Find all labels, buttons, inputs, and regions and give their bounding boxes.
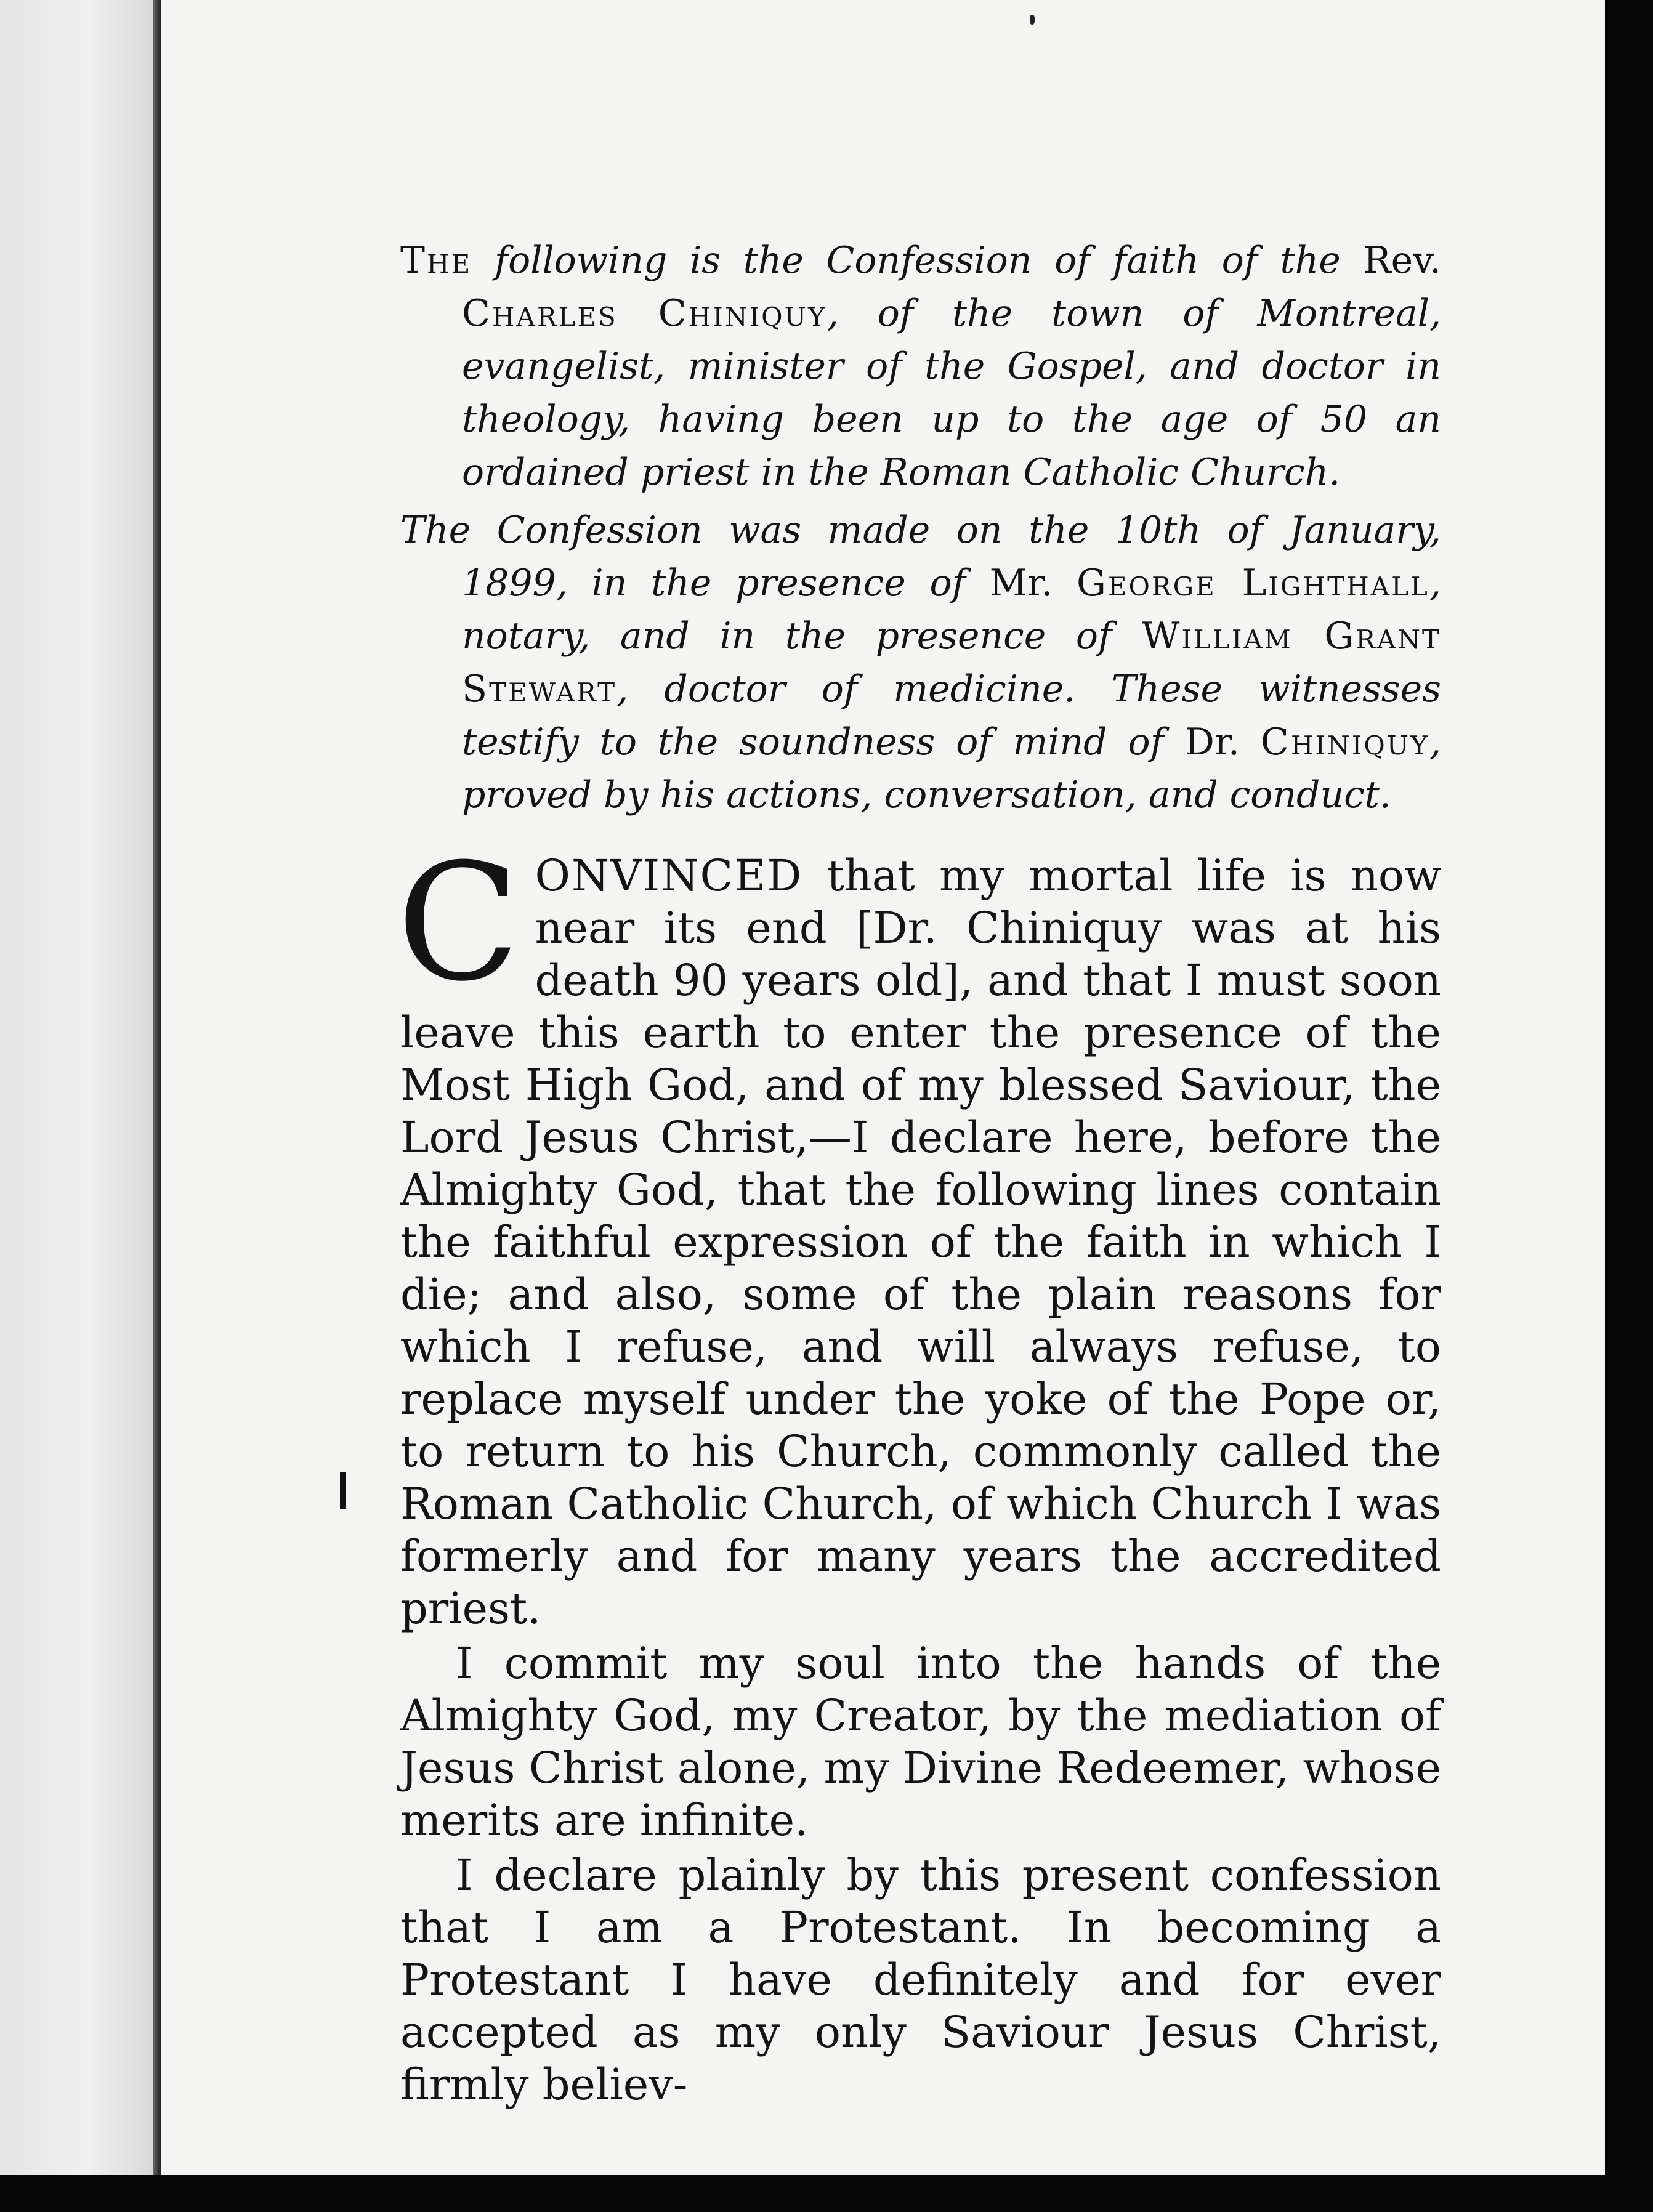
intro-lead-word: The — [400, 239, 472, 282]
drop-cap: C — [397, 829, 520, 1017]
intro-text: , of the town of Montreal, evangelist, minister of the Gospel, and doctor in theology, having been up to the age of 50 an ordained priest in the Roman Catholic Church. — [462, 292, 1441, 494]
intro-text: following is the Confession of faith of the — [494, 239, 1341, 282]
body-text: that my mortal life is now near its end [Dr. Chiniquy was at his death 90 years old], and that I must soon leave this earth to enter the presence of the Most High God, and of my blessed Saviour, the Lord Jesus Christ,—I declare here, before the Almighty God, that the following lines contain the faithful expression of the faith in which I die; and also, some of the plain reasons for which I refuse, and will always refuse, to replace myself under the yoke of the Pope or, to return to his Church, commonly called the Roman Catholic Church, of which Church I was formerly and for many years the accredited priest. — [400, 850, 1441, 1634]
person-name: William Grant Stewart — [462, 615, 1441, 711]
intro-paragraph-2 — [400, 504, 1441, 821]
title-mr: Mr. — [989, 562, 1053, 605]
confession-body — [397, 829, 1441, 2111]
book-gutter — [153, 0, 161, 2175]
body-paragraph-1 — [397, 829, 1441, 1635]
intro-paragraph-1 — [400, 234, 1441, 499]
intro-statement — [400, 234, 1441, 821]
ink-speck — [1030, 15, 1035, 25]
intro-text: , notary, and in the presence of — [462, 562, 1441, 658]
title-dr: Dr. — [1184, 721, 1240, 764]
page-text — [397, 234, 1442, 2111]
person-name: George Lighthall — [1076, 562, 1429, 605]
intro-text: The Confession was made on the 10th of January, 1899, in the presence of — [400, 509, 1441, 605]
intro-text: , proved by his actions, conversation, and conduct. — [462, 721, 1442, 817]
right-scan-border — [1605, 0, 1653, 2212]
left-page-edge — [0, 0, 153, 2175]
body-paragraph-3: I declare plainly by this present confession that I am a Protestant. In becoming a Protestant I have definitely and for ever accepted as my only Saviour Jesus Christ, firmly believ- — [400, 1850, 1441, 2110]
gutter-mark — [340, 1472, 346, 1509]
intro-text: , doctor of medicine. These witnesses testify to the soundness of mind of — [462, 668, 1441, 764]
person-name: Charles Chiniquy — [462, 292, 827, 335]
title-rev: Rev. — [1363, 239, 1442, 282]
bottom-scan-border — [0, 2175, 1653, 2212]
opening-word: ONVINCED — [535, 850, 803, 901]
body-paragraph-2: I commit my soul into the hands of the Almighty God, my Creator, by the mediation of Jesus Christ alone, my Divine Redeemer, whose merits are infinite. — [400, 1638, 1441, 1846]
person-name: Chiniquy — [1260, 721, 1429, 764]
